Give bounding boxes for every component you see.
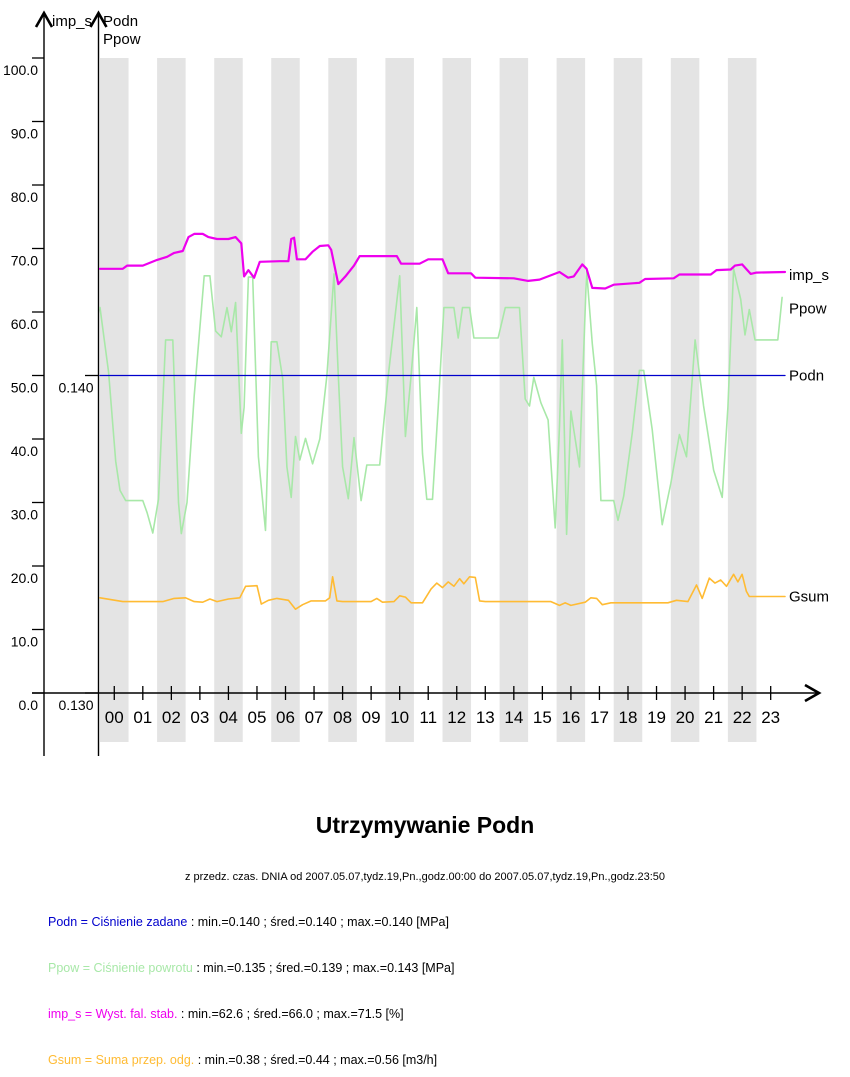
hour-stripe (271, 58, 300, 742)
hour-stripe (671, 58, 700, 742)
secondary-axis-tick-label: 0.140 (58, 379, 94, 396)
hour-stripes-layer (100, 58, 756, 742)
y-axis-tick-label: 30.0 (10, 506, 38, 523)
hour-stripe (214, 58, 243, 742)
legend-series-label: Gsum = Suma przep. odg. (48, 1053, 195, 1067)
x-axis-tick-label: 03 (190, 708, 210, 727)
x-axis-tick-label: 04 (218, 708, 238, 727)
x-axis-tick-label: 12 (447, 708, 467, 727)
legend-item-podn (48, 915, 828, 929)
hour-stripe (328, 58, 357, 742)
series-right-label-gsum: Gsum (789, 588, 830, 606)
y-axis-tick-label: 100.0 (2, 62, 38, 78)
hour-stripe (728, 58, 757, 742)
y-axis-tick-label: 80.0 (10, 189, 38, 205)
x-axis-tick-label: 15 (532, 708, 552, 727)
x-axis-tick-label: 19 (647, 708, 666, 727)
y-axis-tick-label: 10.0 (10, 633, 38, 650)
legend-series-stats: : min.=62.6 ; śred.=66.0 ; max.=71.5 [%] (177, 1007, 404, 1021)
series-right-label-ppow: Ppow (789, 300, 827, 318)
x-axis-tick-label: 14 (504, 708, 524, 727)
legend-series-stats: : min.=0.38 ; śred.=0.44 ; max.=0.56 [m3/h] (194, 1053, 438, 1067)
x-axis-tick-label: 11 (419, 708, 438, 727)
legend-series-stats: : min.=0.140 ; śred.=0.140 ; max.=0.140 [MPa] (187, 915, 449, 929)
secondary-axis-tick-label: 0.130 (58, 697, 94, 713)
x-axis-tick-label: 18 (618, 708, 638, 727)
series-right-label-podn: Podn (789, 367, 825, 385)
time-range-subtitle: z przedz. czas. DNIA od 2007.05.07,tydz.19,Pn.,godz.00:00 do 2007.05.07,tydz.19,Pn.,godz.23:50 (184, 871, 666, 883)
hour-stripe (100, 58, 129, 742)
y-axis-tick-label: 50.0 (10, 379, 38, 396)
page-title: Utrzymywanie Podn (315, 812, 535, 838)
y-axis-tick-label: 20.0 (10, 570, 38, 586)
x-axis-tick-label: 01 (133, 708, 153, 727)
x-axis-tick-label: 20 (675, 708, 695, 727)
x-axis-tick-label: 09 (361, 708, 381, 727)
hour-stripe (614, 58, 643, 742)
legend-series-stats: : min.=0.135 ; śred.=0.139 ; max.=0.143 [MPa] (192, 961, 455, 975)
x-axis-tick-label: 16 (561, 708, 581, 727)
legend-item-gsum (48, 1053, 828, 1067)
x-axis-tick-label: 17 (589, 708, 609, 727)
hour-stripe (157, 58, 186, 742)
x-axis-tick-label: 02 (161, 708, 181, 727)
legend-series-label: Podn = Ciśnienie zadane (48, 915, 188, 929)
legend-item-imps (48, 1007, 828, 1021)
x-axis-tick-label: 00 (104, 708, 124, 727)
x-axis-tick-label: 10 (390, 708, 410, 727)
hour-stripe (443, 58, 472, 742)
hour-stripe (500, 58, 529, 742)
y-axis-tick-label: 0.0 (18, 697, 38, 713)
x-axis-tick-label: 22 (732, 708, 752, 727)
y-axis-tick-label: 60.0 (10, 316, 38, 332)
legend-series-label: imp_s = Wyst. fal. stab. (48, 1007, 178, 1021)
hour-stripe (385, 58, 414, 742)
x-axis-tick-label: 06 (276, 708, 295, 727)
x-axis-tick-label: 23 (761, 708, 781, 727)
left-axis-title: imp_s (52, 13, 93, 30)
x-axis-tick-label: 07 (304, 708, 324, 727)
y-axis-tick-label: 90.0 (10, 125, 38, 142)
legend-item-ppow (48, 961, 828, 975)
secondary-axis-title-podn: Podn (103, 13, 139, 30)
x-axis-tick-label: 05 (247, 708, 267, 727)
secondary-axis-title-ppow: Ppow (103, 31, 141, 48)
y-axis-tick-label: 70.0 (10, 252, 38, 269)
y-axis-tick-label: 40.0 (10, 443, 38, 459)
series-right-label-imp_s: imp_s (789, 267, 830, 284)
legend-series-label: Ppow = Ciśnienie powrotu (48, 961, 193, 975)
x-axis-tick-label: 13 (475, 708, 495, 727)
x-axis-tick-label: 08 (333, 708, 353, 727)
x-axis-tick-label: 21 (704, 708, 724, 727)
